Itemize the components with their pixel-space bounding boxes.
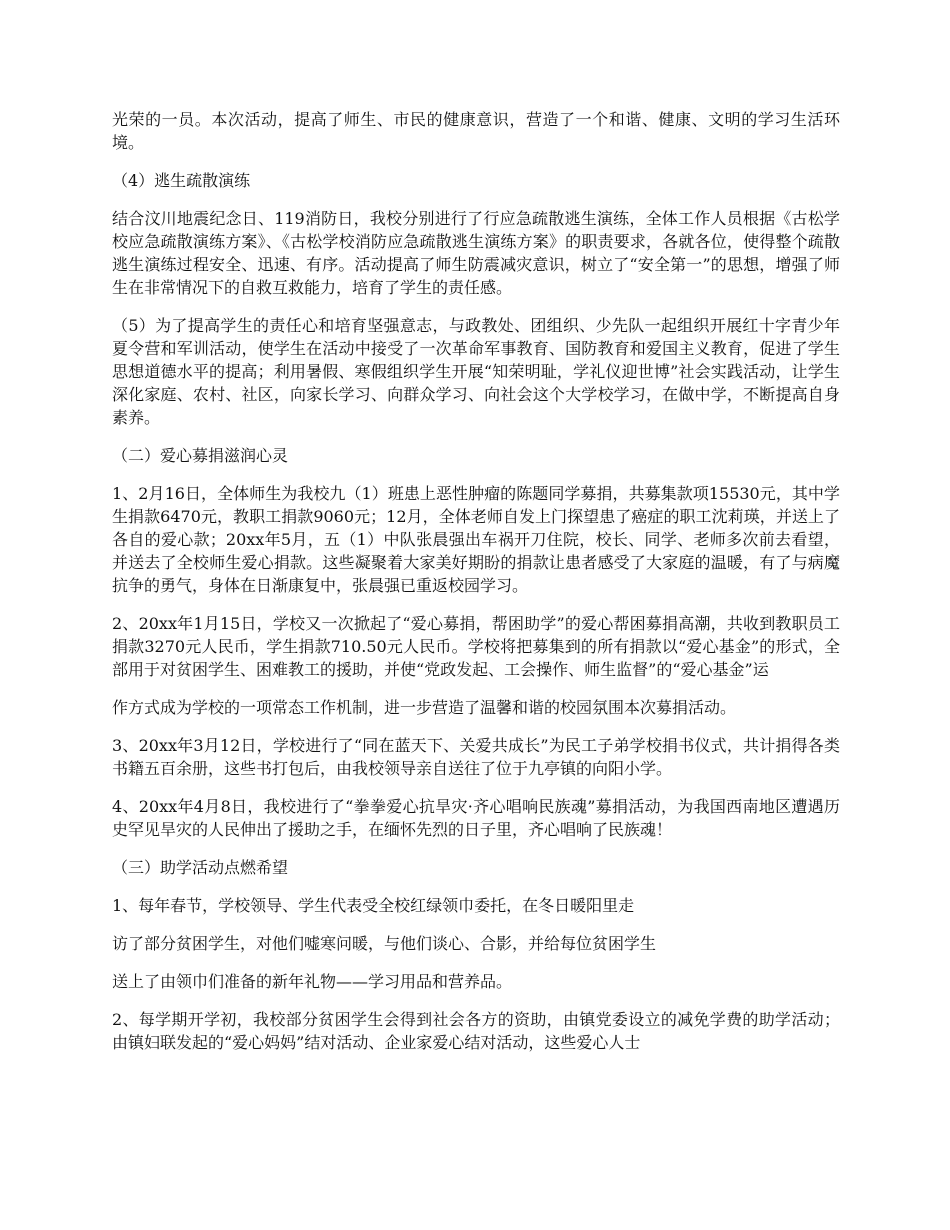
paragraph: 2、20xx年1月15日，学校又一次掀起了“爱心募捐，帮困助学”的爱心帮困募捐高潮，共收到教职员工捐款3270元人民币，学生捐款710.50元人民币。学校将把募集到的所有捐款以“爱心基金”的形式，全部用于对贫困学生、困难教工的援助，并使“党政发起、工会操作、师生监督”的“爱心基金”运	[112, 614, 840, 679]
section-heading: （二）爱心募捐滋润心灵	[112, 446, 289, 465]
paragraph: 2、每学期开学初，我校部分贫困学生会得到社会各方的资助，由镇党委设立的减免学费的助学活动；由镇妇联发起的“爱心妈妈”结对活动、企业家爱心结对活动，这些爱心人士	[112, 1010, 840, 1052]
paragraph: 访了部分贫困学生，对他们嘘寒问暖，与他们谈心、合影，并给每位贫困学生	[112, 934, 657, 953]
paragraph: 光荣的一员。本次活动，提高了师生、市民的健康意识，营造了一个和谐、健康、文明的学习生活环境。	[112, 110, 840, 152]
paragraph: 1、每年春节，学校领导、学生代表受全校红绿领巾委托，在冬日暖阳里走	[112, 896, 635, 915]
section-heading: （三）助学活动点燃希望	[112, 858, 289, 877]
section-heading: （4）逃生疏散演练	[112, 171, 251, 190]
paragraph: 作方式成为学校的一项常态工作机制，进一步营造了温馨和谐的校园氛围本次募捐活动。	[112, 698, 737, 717]
paragraph: （5）为了提高学生的责任心和培育坚强意志，与政教处、团组织、少先队一起组织开展红十字青少年夏令营和军训活动，使学生在活动中接受了一次革命军事教育、国防教育和爱国主义教育，促进了学生思想道德水平的提高；利用暑假、寒假组织学生开展“知荣明耻，学礼仪迎世博”社会实践活动，让学生深化家庭、农村、社区，向家长学习、向群众学习、向社会这个大学校学习，在做中学，不断提高自身素养。	[112, 316, 840, 427]
paragraph: 送上了由领巾们准备的新年礼物——学习用品和营养品。	[112, 972, 513, 991]
paragraph: 4、20xx年4月8日，我校进行了“拳拳爱心抗旱灾·齐心唱响民族魂”募捐活动，为我国西南地区遭遇历史罕见旱灾的人民伸出了援助之手，在缅怀先烈的日子里，齐心唱响了民族魂！	[112, 797, 840, 839]
paragraph: 3、20xx年3月12日，学校进行了“同在蓝天下、关爱共成长”为民工子弟学校捐书仪式，共计捐得各类书籍五百余册，这些书打包后，由我校领导亲自送往了位于九亭镇的向阳小学。	[112, 736, 840, 778]
paragraph: 1、2月16日，全体师生为我校九（1）班患上恶性肿瘤的陈题同学募捐，共募集款项15530元，其中学生捐款6470元，教职工捐款9060元；12月，全体老师自发上门探望患了癌症的职工沈莉瑛，并送上了各自的爱心款；20xx年5月，五（1）中队张晨强出车祸开刀住院，校长、同学、老师多次前去看望，并送去了全校师生爱心捐款。这些凝聚着大家美好期盼的捐款让患者感受了大家庭的温暖，有了与病魔抗争的勇气，身体在日渐康复中，张晨强已重返校园学习。	[112, 484, 840, 595]
paragraph: 结合汶川地震纪念日、119消防日，我校分别进行了行应急疏散逃生演练，全体工作人员根据《古松学校应急疏散演练方案》、《古松学校消防应急疏散逃生演练方案》的职责要求，各就各位，使得整个疏散逃生演练过程安全、迅速、有序。活动提高了师生防震减灾意识，树立了“安全第一”的思想，增强了师生在非常情况下的自救互救能力，培育了学生的责任感。	[112, 209, 840, 297]
document-page	[112, 108, 840, 1069]
